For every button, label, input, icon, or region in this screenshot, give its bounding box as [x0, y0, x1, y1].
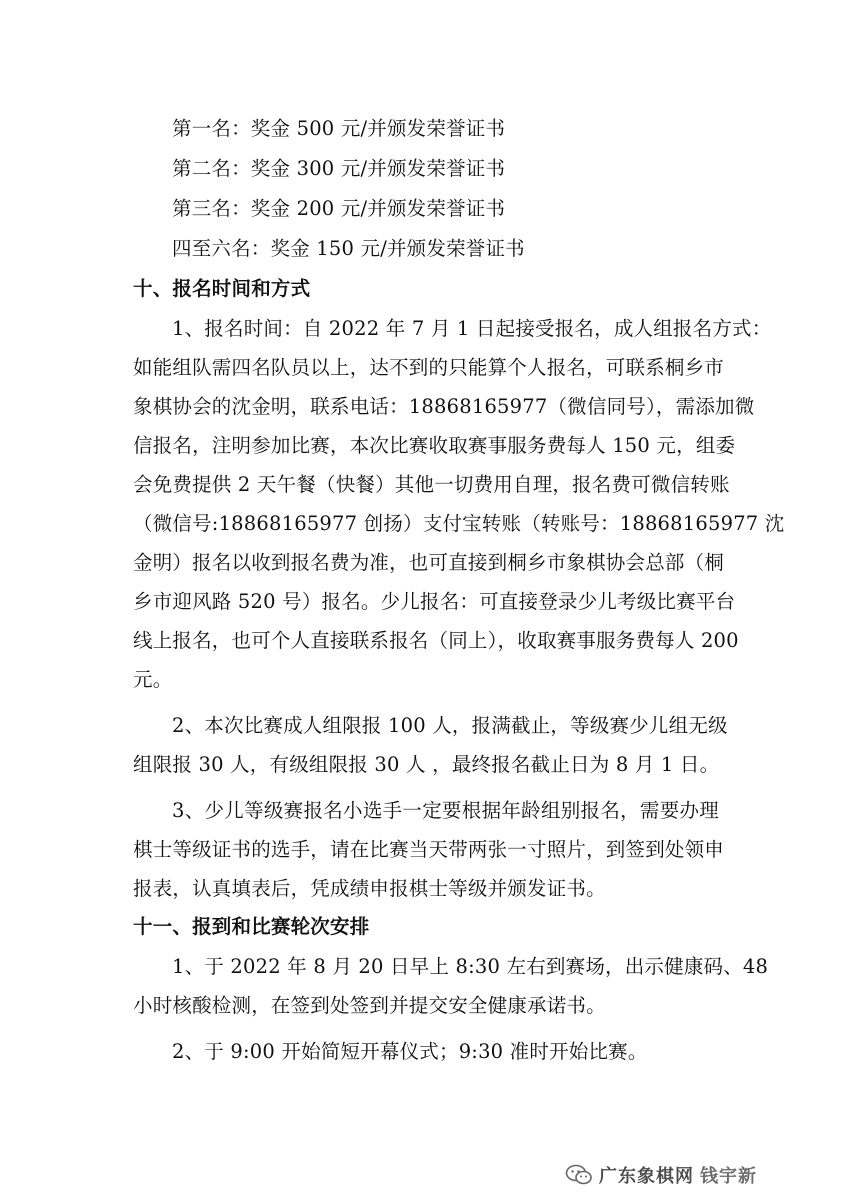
watermark: [565, 1158, 757, 1192]
paragraph-line: 1、报名时间：自 2022 年 7 月 1 日起接受报名，成人组报名方式：: [172, 317, 772, 340]
paragraph-line: 会免费提供 2 天午餐（快餐）其他一切费用自理，报名费可微信转账: [133, 473, 730, 496]
paragraph-line: 象棋协会的沈金明，联系电话：18868165977（微信同号），需添加微: [133, 395, 755, 418]
paragraph-line: 金明）报名以收到报名费为准，也可直接到桐乡市象棋协会总部（桐: [133, 551, 725, 574]
prize-third: 第三名：奖金 200 元/并颁发荣誉证书: [172, 197, 506, 220]
prize-fourth-to-sixth: 四至六名：奖金 150 元/并颁发荣誉证书: [172, 237, 525, 260]
paragraph-line: 如能组队需四名队员以上，达不到的只能算个人报名，可联系桐乡市: [133, 356, 725, 379]
paragraph-line: 元。: [133, 668, 173, 691]
wechat-icon: [565, 1164, 593, 1186]
paragraph-line: 2、于 9:00 开始简短开幕仪式；9:30 准时开始比赛。: [172, 1040, 648, 1063]
watermark-author: 钱宇新: [700, 1166, 757, 1187]
paragraph-line: 乡市迎风路 520 号）报名。少儿报名：可直接登录少儿考级比赛平台: [133, 590, 736, 613]
paragraph-line: 2、本次比赛成人组限报 100 人，报满截止，等级赛少儿组无级: [172, 714, 728, 737]
paragraph-line: 报表，认真填表后，凭成绩申报棋士等级并颁发证书。: [133, 877, 606, 900]
paragraph-line: 1、于 2022 年 8 月 20 日早上 8:30 左右到赛场，出示健康码、48: [172, 955, 769, 978]
section-heading-registration: 十、报名时间和方式: [133, 277, 311, 300]
section-heading-schedule: 十一、报到和比赛轮次安排: [133, 915, 370, 938]
paragraph-line: 信报名，注明参加比赛，本次比赛收取赛事服务费每人 150 元，组委: [133, 434, 736, 457]
paragraph-line: 小时核酸检测，在签到处签到并提交安全健康承诺书。: [133, 994, 606, 1017]
watermark-site-name: 广东象棋网: [599, 1166, 694, 1187]
paragraph-line: 棋士等级证书的选手，请在比赛当天带两张一寸照片，到签到处领申: [133, 838, 725, 861]
paragraph-line: （微信号:18868165977 创扬）支付宝转账（转账号：18868165977 沈: [133, 512, 785, 535]
paragraph-line: 组限报 30 人，有级组限报 30 人 ，最终报名截止日为 8 月 1 日。: [133, 753, 720, 776]
prize-second: 第二名：奖金 300 元/并颁发荣誉证书: [172, 157, 506, 180]
paragraph-line: 线上报名，也可个人直接联系报名（同上），收取赛事服务费每人 200: [133, 629, 739, 652]
prize-first: 第一名：奖金 500 元/并颁发荣誉证书: [172, 117, 506, 140]
paragraph-line: 3、少儿等级赛报名小选手一定要根据年龄组别报名，需要办理: [172, 799, 719, 822]
